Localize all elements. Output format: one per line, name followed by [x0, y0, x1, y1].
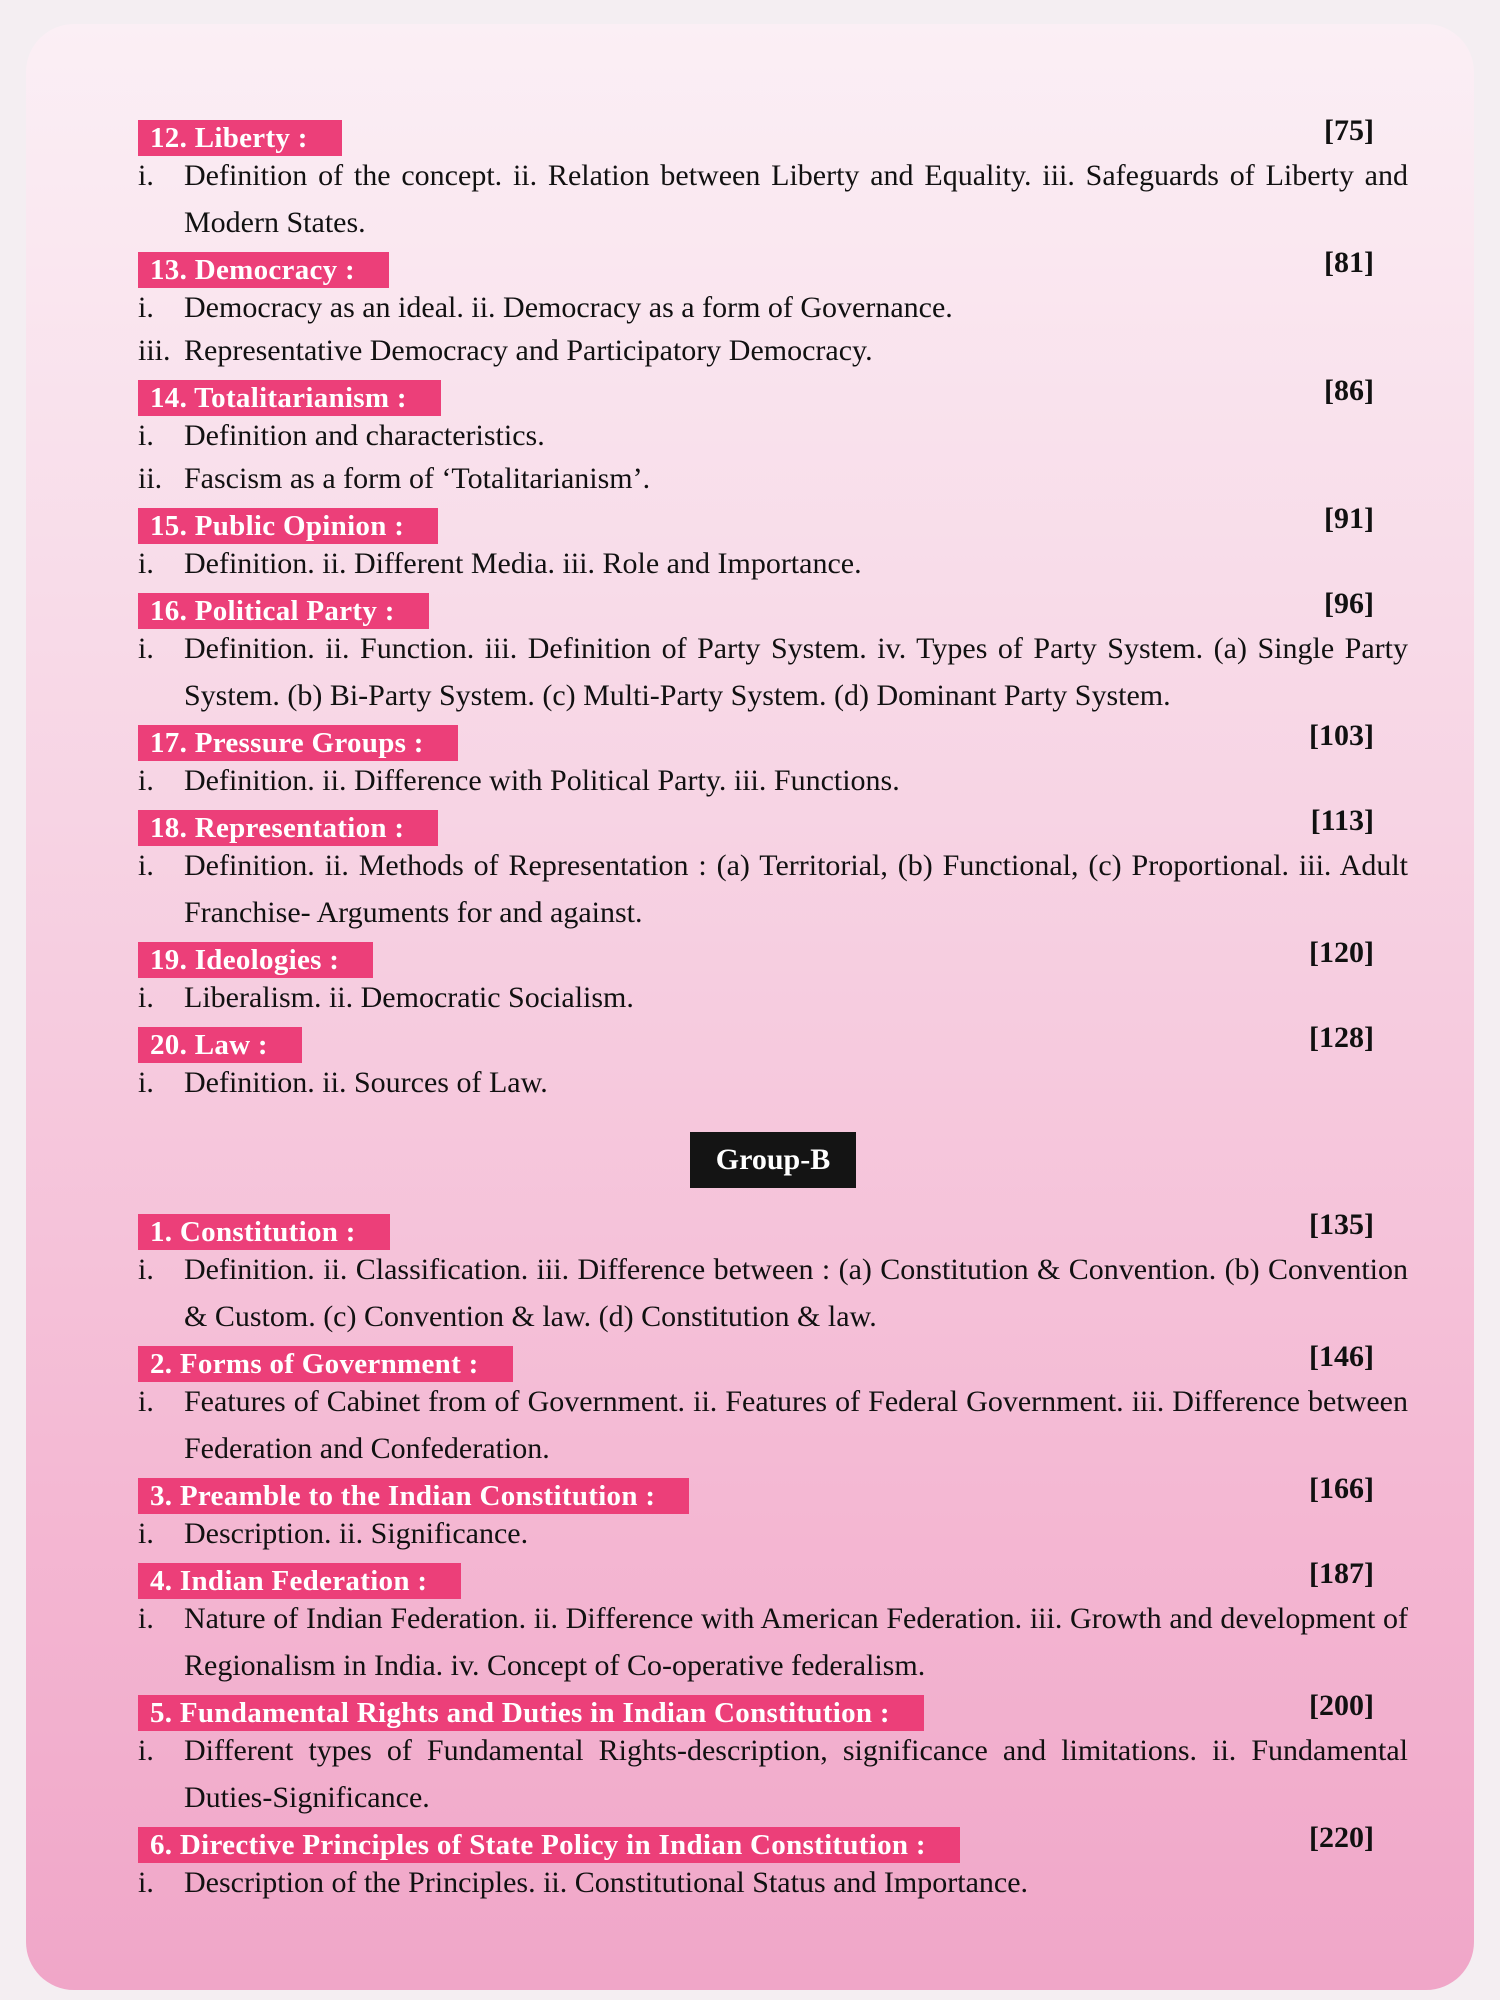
group-b-label: Group-B: [690, 1132, 856, 1188]
entry-header: [138, 248, 1408, 288]
section-heading: 15. Public Opinion :: [138, 508, 438, 544]
roman-numeral: iii.: [138, 334, 171, 367]
roman-numeral: i.: [138, 1517, 154, 1550]
page-number: [146]: [1309, 1340, 1374, 1373]
description-text: Different types of Fundamental Rights-description, significance and limitations. ii. Fundamental Duties-Significance.: [184, 1734, 1408, 1814]
entry-header: [138, 806, 1408, 846]
section-heading: 4. Indian Federation :: [138, 1563, 461, 1599]
roman-numeral: i.: [138, 849, 154, 882]
description-text: Democracy as an ideal. ii. Democracy as a form of Governance.: [184, 291, 953, 324]
entry-description: [138, 1059, 1408, 1106]
section-heading: 5. Fundamental Rights and Duties in Indian Constitution :: [138, 1695, 924, 1731]
entry-description: [138, 757, 1408, 804]
roman-numeral: i.: [138, 547, 154, 580]
section-heading: 18. Representation :: [138, 810, 438, 846]
entry-description: [138, 1378, 1408, 1472]
contents-page: [26, 24, 1474, 1990]
entry-description: [138, 1246, 1408, 1340]
entry-description: [138, 412, 1408, 459]
entry-header: [138, 116, 1408, 156]
entry-description: [138, 284, 1408, 331]
page-number: [96]: [1324, 587, 1374, 620]
roman-numeral: i.: [138, 1066, 154, 1099]
roman-numeral: i.: [138, 981, 154, 1014]
toc-entry-pressure-groups: [138, 721, 1408, 804]
toc-entry-fundamental-rights: [138, 1691, 1408, 1821]
page-number: [75]: [1324, 114, 1374, 147]
page-number: [113]: [1310, 804, 1374, 837]
entry-description: [138, 1595, 1408, 1689]
contents-list: [138, 116, 1408, 1908]
description-text: Definition. ii. Methods of Representation : (a) Territorial, (b) Functional, (c) Proportional. iii. Adult Franchise- Arguments for and against.: [184, 849, 1408, 929]
page-number: [200]: [1309, 1689, 1374, 1722]
group-b-header: [138, 1132, 1408, 1188]
description-text: Description. ii. Significance.: [184, 1517, 529, 1550]
entry-header: [138, 1023, 1408, 1063]
page-number: [120]: [1309, 936, 1374, 969]
section-heading: 17. Pressure Groups :: [138, 725, 458, 761]
description-text: Definition and characteristics.: [184, 419, 545, 452]
description-text: Fascism as a form of ‘Totalitarianism’.: [184, 462, 651, 495]
entry-header: [138, 1691, 1408, 1731]
roman-numeral: i.: [138, 764, 154, 797]
entry-header: [138, 1474, 1408, 1514]
entry-description: [138, 842, 1408, 936]
entry-description: [138, 1727, 1408, 1821]
section-heading: 13. Democracy :: [138, 252, 389, 288]
roman-numeral: i.: [138, 1253, 154, 1286]
toc-entry-totalitarianism: [138, 376, 1408, 502]
entry-header: [138, 376, 1408, 416]
description-text: Features of Cabinet from of Government. ii. Features of Federal Government. iii. Difference between Federation and Confederation.: [184, 1385, 1408, 1465]
toc-entry-indian-federation: [138, 1559, 1408, 1689]
entry-description-line-2: [138, 455, 1408, 502]
toc-entry-democracy: [138, 248, 1408, 374]
page-number: [135]: [1309, 1208, 1374, 1241]
toc-entry-ideologies: [138, 938, 1408, 1021]
page-number: [220]: [1309, 1821, 1374, 1854]
roman-numeral: i.: [138, 1866, 154, 1899]
section-heading: 2. Forms of Government :: [138, 1346, 513, 1382]
entry-description-line-2: [138, 327, 1408, 374]
description-text: Definition. ii. Difference with Political Party. iii. Functions.: [184, 764, 900, 797]
roman-numeral: i.: [138, 159, 154, 192]
entry-description: [138, 625, 1408, 719]
toc-entry-directive-principles: [138, 1823, 1408, 1906]
roman-numeral: ii.: [138, 462, 163, 495]
page-number: [103]: [1309, 719, 1374, 752]
description-text: Representative Democracy and Participatory Democracy.: [184, 334, 873, 367]
section-heading: 3. Preamble to the Indian Constitution :: [138, 1478, 689, 1514]
description-text: Definition of the concept. ii. Relation between Liberty and Equality. iii. Safeguards of Liberty and Modern States.: [184, 159, 1408, 239]
toc-entry-law: [138, 1023, 1408, 1106]
description-text: Liberalism. ii. Democratic Socialism.: [184, 981, 634, 1014]
entry-header: [138, 589, 1408, 629]
page-number: [166]: [1309, 1472, 1374, 1505]
entry-description: [138, 1859, 1408, 1906]
toc-entry-liberty: [138, 116, 1408, 246]
entry-header: [138, 1559, 1408, 1599]
entry-header: [138, 504, 1408, 544]
roman-numeral: i.: [138, 1734, 154, 1767]
section-heading: 19. Ideologies :: [138, 942, 373, 978]
description-text: Definition. ii. Different Media. iii. Role and Importance.: [184, 547, 862, 580]
roman-numeral: i.: [138, 419, 154, 452]
page-number: [81]: [1324, 246, 1374, 279]
section-heading: 1. Constitution :: [138, 1214, 390, 1250]
section-heading: 14. Totalitarianism :: [138, 380, 441, 416]
page-number: [91]: [1324, 502, 1374, 535]
description-text: Definition. ii. Function. iii. Definition of Party System. iv. Types of Party System. (a) Single Party System. (b) Bi-Party System. (c) Multi-Party System. (d) Dominant Party System.: [184, 632, 1408, 712]
toc-entry-constitution: [138, 1210, 1408, 1340]
entry-header: [138, 1342, 1408, 1382]
entry-description: [138, 540, 1408, 587]
page-number: [187]: [1309, 1557, 1374, 1590]
description-text: Definition. ii. Sources of Law.: [184, 1066, 548, 1099]
toc-entry-representation: [138, 806, 1408, 936]
toc-entry-political-party: [138, 589, 1408, 719]
section-heading: 16. Political Party :: [138, 593, 429, 629]
entry-header: [138, 938, 1408, 978]
roman-numeral: i.: [138, 632, 154, 665]
toc-entry-preamble: [138, 1474, 1408, 1557]
section-heading: 12. Liberty :: [138, 120, 342, 156]
entry-header: [138, 1210, 1408, 1250]
roman-numeral: i.: [138, 291, 154, 324]
toc-entry-public-opinion: [138, 504, 1408, 587]
entry-description: [138, 974, 1408, 1021]
description-text: Nature of Indian Federation. ii. Difference with American Federation. iii. Growth and development of Regionalism in India. iv. Concept of Co-operative federalism.: [184, 1602, 1408, 1682]
entry-header: [138, 721, 1408, 761]
roman-numeral: i.: [138, 1385, 154, 1418]
entry-description: [138, 1510, 1408, 1557]
description-text: Definition. ii. Classification. iii. Difference between : (a) Constitution & Convention. (b) Convention & Custom. (c) Convention & law. (d) Constitution & law.: [184, 1253, 1408, 1333]
entry-header: [138, 1823, 1408, 1863]
page-number: [86]: [1324, 374, 1374, 407]
roman-numeral: i.: [138, 1602, 154, 1635]
description-text: Description of the Principles. ii. Constitutional Status and Importance.: [184, 1866, 1029, 1899]
section-heading: 20. Law :: [138, 1027, 302, 1063]
entry-description: [138, 152, 1408, 246]
section-heading: 6. Directive Principles of State Policy in Indian Constitution :: [138, 1827, 960, 1863]
toc-entry-forms-of-government: [138, 1342, 1408, 1472]
page-number: [128]: [1309, 1021, 1374, 1054]
